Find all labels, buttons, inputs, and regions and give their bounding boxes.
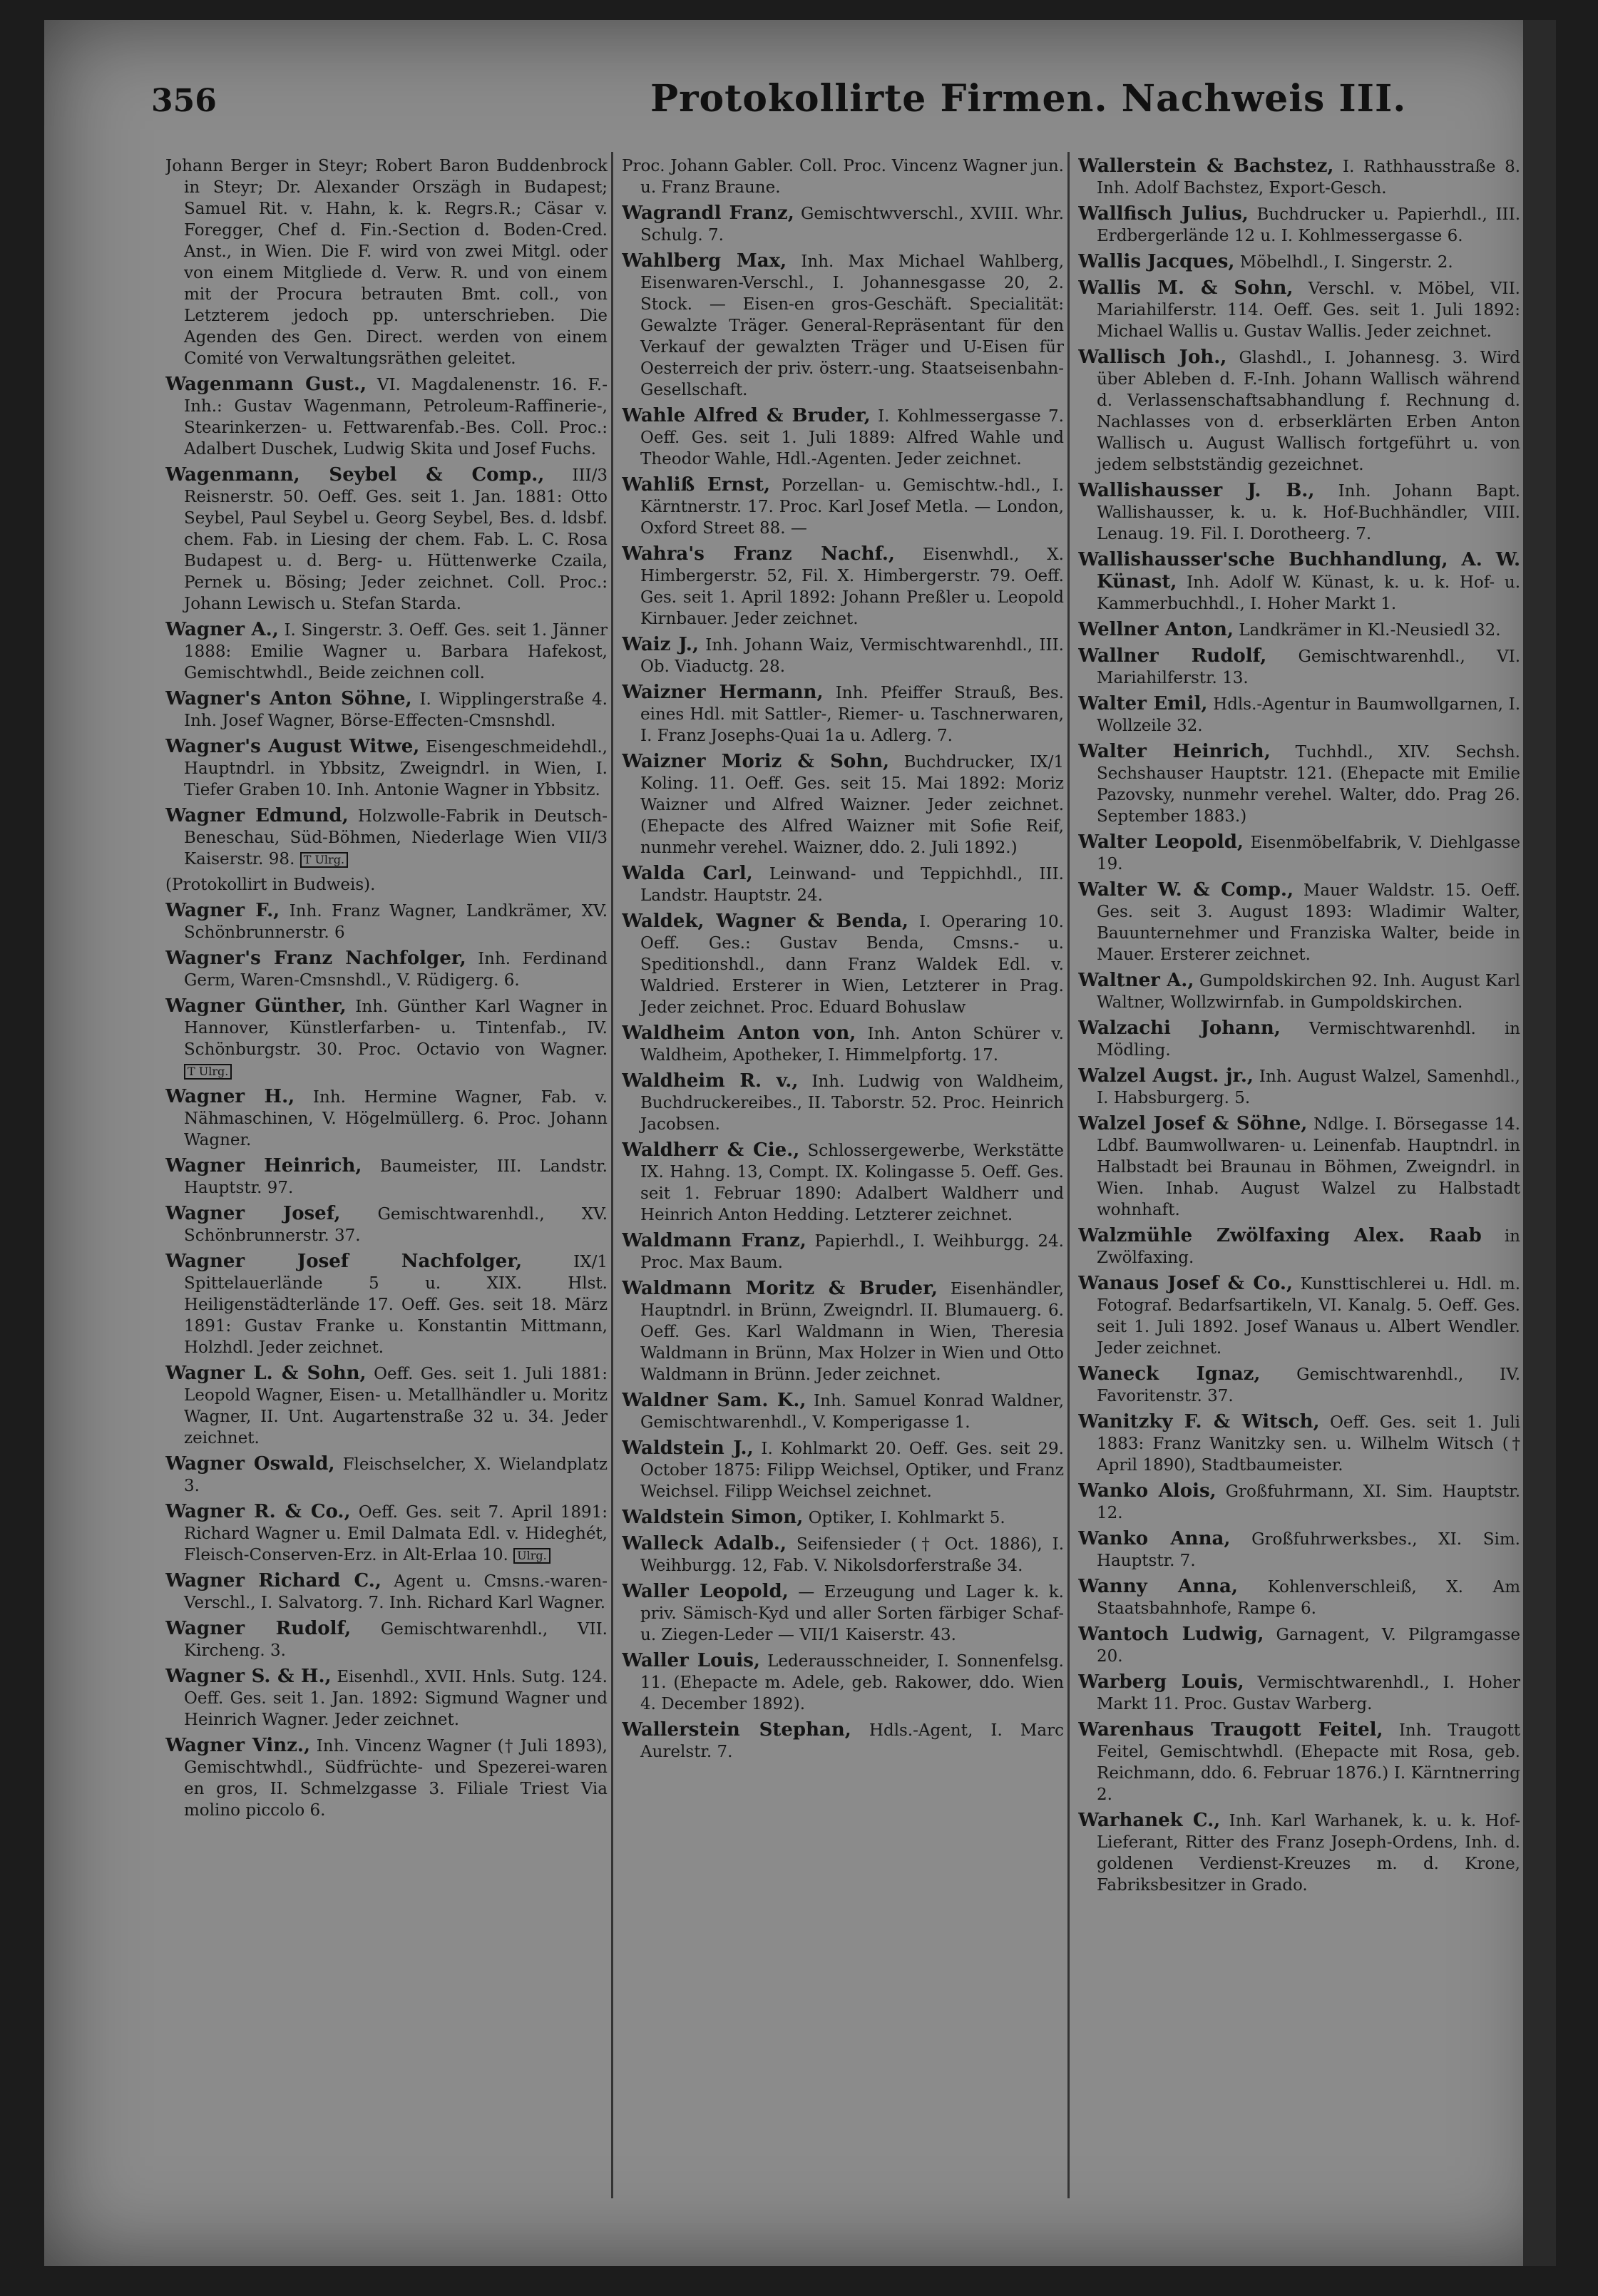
firm-name: Wagrandl Franz,: [622, 203, 794, 224]
firm-name: Wallis Jacques,: [1078, 251, 1235, 272]
directory-entry: [165, 805, 608, 870]
entry-text: Hdls.-Agent, I. Marc Aurelstr. 7.: [640, 1721, 1064, 1761]
firm-name: Wallisch Joh.,: [1078, 347, 1227, 368]
entry-text: Leinwand- und Teppichhdl., III. Landstr. Hauptstr. 24.: [640, 865, 1064, 905]
directory-entry: [165, 1570, 608, 1614]
directory-entry: [165, 1666, 608, 1731]
column-3: [1078, 155, 1520, 2209]
entry-text: Verschl. v. Möbel, VII. Mariahilferstr. 114. Oeff. Ges. seit 1. Juli 1892: Michael Wallis u. Gustav Wallis. Jeder zeichnet.: [1097, 280, 1520, 341]
directory-entry: [165, 155, 608, 369]
directory-entry: [165, 688, 608, 732]
registry-badge: T Ulrg.: [300, 852, 348, 868]
directory-entry: [165, 1453, 608, 1497]
directory-entry: [1078, 1363, 1520, 1407]
directory-entry: [165, 948, 608, 991]
directory-entry: [1078, 155, 1520, 199]
entry-text: Glashdl., I. Johannesg. 3. Wird über Ableben d. F.-Inh. Johann Wallisch während d. Verlassenschaftsabhandlung f. Rechnung d. Nachlasses von d. erbserklärten Erben Anton Wallisch u. August Wallisch fortgeführt u. von jedem selbstständig gezeichnet.: [1097, 349, 1520, 474]
directory-entry: [165, 1203, 608, 1246]
entry-text: Großfuhrmann, XI. Sim. Hauptstr. 12.: [1097, 1482, 1520, 1522]
entry-text: Johann Berger in Steyr; Robert Baron Buddenbrock in Steyr; Dr. Alexander Orszägh in Budapest; Samuel Rit. v. Hahn, k. k. Regrs.R.; Cäsar v. Foregger, Chef d. Fin.-Section d. Boden-Cred. Anst., in Wien. Die F. wird von zwei Mitgl. oder von einem Mitgliede d. Verw. R. und von einem mit der Procura betrauten Bmt. coll., von Letzterem jedoch pp. unterschrieben. Die Agenden des Gen. Direct. werden von einem Comité von Verwaltungsräthen geleitet.: [165, 157, 608, 368]
entry-text: Lederausschneider, I. Sonnenfelsg. 11. (Ehepacte m. Adele, geb. Rakower, ddo. Wien 4. December 1892).: [640, 1652, 1064, 1713]
directory-entry: [622, 911, 1064, 1018]
firm-name: Waldmann Moritz & Bruder,: [622, 1278, 938, 1299]
firm-name: Waldmann Franz,: [622, 1230, 806, 1251]
running-head: Protokollirte Firmen. Nachweis III.: [650, 77, 1407, 121]
directory-entry: [622, 1437, 1064, 1502]
firm-name: Wallner Rudolf,: [1078, 645, 1267, 667]
directory-entry: [165, 1251, 608, 1358]
firm-name: Wallis M. & Sohn,: [1078, 277, 1294, 299]
directory-entry: [1078, 831, 1520, 875]
entry-text: IX/1 Spittelauerlände 5 u. XIX. Hlst. Heiligenstädterlände 17. Oeff. Ges. seit 18. März 1891: Gustav Franke u. Konstantin Mittmann, Holzhdl. Jeder zeichnet.: [184, 1253, 608, 1357]
directory-entry: [1078, 203, 1520, 247]
directory-entry: [1078, 1719, 1520, 1805]
directory-entry: [622, 543, 1064, 630]
directory-entry: [1078, 1810, 1520, 1896]
directory-entry: [622, 155, 1064, 198]
directory-entry: [1078, 251, 1520, 273]
firm-name: Waldstein J.,: [622, 1437, 754, 1459]
firm-name: Walzachi Johann,: [1078, 1018, 1281, 1039]
entry-text: Oeff. Ges. seit 1. Juli 1881: Leopold Wagner, Eisen- u. Metallhändler u. Moritz Wagner, II. Unt. Augartenstraße 32 u. 34. Jeder zeichnet.: [184, 1365, 608, 1447]
column-divider: [611, 152, 613, 2198]
firm-name: Walter W. & Comp.,: [1078, 879, 1294, 901]
entry-text: Buchdrucker, IX/1 Koling. 11. Oeff. Ges. seit 15. Mai 1892: Moriz Waizner und Alfred Waizner. Jeder zeichnet. (Ehepacte des Alfred Waizner mit Sofie Reif, nunmehr verehel. Waizner, ddo. 2. Juli 1892.): [640, 753, 1064, 857]
directory-entry: [622, 1581, 1064, 1646]
entry-text: Gumpoldskirchen 92. Inh. August Karl Waltner, Wollzwirnfab. in Gumpoldskirchen.: [1097, 972, 1520, 1012]
entry-text: Inh. Franz Wagner, Landkrämer, XV. Schönbrunnerstr. 6: [184, 902, 608, 942]
firm-name: Waltner A.,: [1078, 970, 1194, 991]
entry-text: III/3 Reisnerstr. 50. Oeff. Ges. seit 1. Jan. 1881: Otto Seybel, Paul Seybel u. Georg Seybel, Bes. d. ldsbf. chem. Fab. in Liesing der chem. Fab. L. C. Rosa Budapest u. d. Berg- u. Hüttenwerke Czaila, Pernek u. Bösing; Jeder zeichnet. Coll. Proc.: Johann Lewisch u. Stefan Starda.: [184, 466, 608, 613]
firm-name: Wallfisch Julius,: [1078, 203, 1249, 225]
firm-name: Warenhaus Traugott Feitel,: [1078, 1719, 1383, 1741]
entry-text: — Erzeugung und Lager k. k. priv. Sämisch-Kyd und aller Sorten färbiger Schaf- u. Ziegen-Leder — VII/1 Kaiserstr. 43.: [640, 1583, 1064, 1644]
firm-name: Waller Louis,: [622, 1650, 760, 1671]
entry-text: Inh. Traugott Feitel, Gemischtwhdl. (Ehepacte mit Rosa, geb. Reichmann, ddo. 6. Februar 1876.) I. Kärntnerring 2.: [1097, 1721, 1520, 1804]
firm-name: Waizner Moriz & Sohn,: [622, 751, 890, 772]
firm-name: Wagner R. & Co.,: [165, 1501, 351, 1522]
directory-entry: [165, 619, 608, 684]
entry-text: Ndlge. I. Börsegasse 14. Ldbf. Baumwollwaren- u. Leinenfab. Hauptndrl. in Halbstadt bei Braunau in Böhmen, Zweigndrl. in Wien. Inhab. August Walzel zu Halbstadt wohnhaft.: [1097, 1115, 1520, 1219]
entry-text: Inh. Adolf W. Künast, k. u. k. Hof- u. Kammerbuchhdl., I. Hoher Markt 1.: [1097, 573, 1520, 613]
entry-text: Inh. Vincenz Wagner († Juli 1893), Gemischtwhdl., Südfrüchte- und Spezerei-waren en gros, II. Schmelzgasse 3. Filiale Triest Via molino piccolo 6.: [184, 1737, 608, 1820]
directory-entry: [622, 405, 1064, 470]
entry-text: Baumeister, III. Landstr. Hauptstr. 97.: [184, 1157, 608, 1197]
firm-name: Wahlberg Max,: [622, 250, 787, 272]
entry-text: I. Kohlmarkt 20. Oeff. Ges. seit 29. October 1875: Filipp Weichsel, Optiker, und Franz Weichsel. Filipp Weichsel zeichnet.: [640, 1440, 1064, 1501]
firm-name: Walzmühle Zwölfaxing Alex. Raab: [1078, 1225, 1482, 1246]
firm-name: Wallerstein Stephan,: [622, 1719, 851, 1741]
entry-text: Eisenmöbelfabrik, V. Diehlgasse 19.: [1097, 834, 1520, 873]
directory-entry: [165, 1155, 608, 1199]
directory-entry: [1078, 549, 1520, 615]
directory-entry: [622, 1650, 1064, 1715]
directory-entry: [165, 464, 608, 615]
directory-entry: [1078, 1065, 1520, 1109]
directory-entry: [165, 995, 608, 1082]
directory-entry: [1078, 645, 1520, 689]
firm-name: Wagner Oswald,: [165, 1453, 335, 1475]
firm-name: Wagner's Anton Söhne,: [165, 688, 412, 709]
entry-text: in Zwölfaxing.: [1097, 1227, 1520, 1267]
directory-entry: [622, 634, 1064, 677]
firm-name: Wagner Edmund,: [165, 805, 349, 826]
entry-text: VI. Magdalenenstr. 16. F.-Inh.: Gustav Wagenmann, Petroleum-Raffinerie-, Stearinkerzen- u. Fettwarenfab.-Bes. Coll. Proc.: Adalbert Duschek, Ludwig Skita und Josef Fuchs.: [184, 376, 608, 458]
entry-text: Vermischtwarenhdl., I. Hoher Markt 11. Proc. Gustav Warberg.: [1097, 1674, 1520, 1713]
directory-entry: [1078, 741, 1520, 827]
firm-name: Wallerstein & Bachstez,: [1078, 155, 1334, 177]
entry-text: Landkrämer in Kl.-Neusiedl 32.: [1239, 621, 1501, 640]
entry-text: Inh. Samuel Konrad Waldner, Gemischtwarenhdl., V. Komperigasse 1.: [640, 1392, 1064, 1432]
directory-entry: [622, 1278, 1064, 1385]
registry-badge: T Ulrg.: [184, 1064, 232, 1080]
entry-text: I. Kohlmessergasse 7. Oeff. Ges. seit 1. Juli 1889: Alfred Wahle und Theodor Wahle, Hdl.-Agenten. Jeder zeichnet.: [640, 407, 1064, 468]
entry-text: Möbelhdl., I. Singerstr. 2.: [1239, 253, 1453, 272]
directory-entry: [622, 1390, 1064, 1433]
entry-text: Inh. Max Michael Wahlberg, Eisenwaren-Verschl., I. Johannesgasse 20, 2. Stock. — Eisen-en gros-Geschäft. Specialität: Gewalzte Träger. General-Repräsentant für den Verkauf der gewalzten Träger und U-Eisen für Oesterreich der priv. österr.-ung. Staatseisenbahn-Gesellschaft.: [640, 252, 1064, 399]
firm-name: Wagner Vinz.,: [165, 1735, 310, 1756]
directory-entry: [1078, 347, 1520, 476]
directory-entry: [1078, 277, 1520, 342]
directory-entry: [1078, 1411, 1520, 1476]
entry-text: Porzellan- u. Gemischtw.-hdl., I. Kärntnerstr. 17. Proc. Karl Josef Metla. — London, Oxford Street 88. —: [640, 476, 1064, 538]
firm-name: Wagner H.,: [165, 1086, 295, 1107]
entry-text: Eisengeschmeidehdl., Hauptndrl. in Ybbsitz, Zweigndrl. in Wien, I. Tiefer Graben 10. Inh. Antonie Wagner in Ybbsitz.: [184, 738, 608, 799]
firm-name: Waiz J.,: [622, 634, 699, 655]
firm-name: Waller Leopold,: [622, 1581, 789, 1602]
directory-entry: [165, 736, 608, 801]
entry-text: Mauer Waldstr. 15. Oeff. Ges. seit 3. August 1893: Wladimir Walter, Bauunternehmer und Franziska Walter, beide in Mauer. Ersterer zeichnet.: [1097, 881, 1520, 964]
firm-name: Wagner Heinrich,: [165, 1155, 362, 1177]
entry-text: Buchdrucker u. Papierhdl., III. Erdbergerlände 12 u. I. Kohlmessergasse 6.: [1097, 205, 1520, 245]
directory-entry: [1078, 1528, 1520, 1572]
firm-name: Warberg Louis,: [1078, 1671, 1244, 1693]
column-divider: [1067, 152, 1070, 2198]
entry-text: Inh. Pfeiffer Strauß, Bes. eines Hdl. mit Sattler-, Riemer- u. Taschnerwaren, I. Franz Josephs-Quai 1a u. Adlerg. 7.: [640, 684, 1064, 745]
directory-entry: [1078, 1225, 1520, 1269]
entry-text: Oeff. Ges. seit 7. April 1891: Richard Wagner u. Emil Dalmata Edl. v. Hideghét, Fleisch-Conserven-Erz. in Alt-Erlaa 10.: [184, 1503, 608, 1564]
entry-text: Optiker, I. Kohlmarkt 5.: [808, 1509, 1005, 1527]
firm-name: Wanny Anna,: [1078, 1576, 1238, 1597]
directory-entry: [622, 203, 1064, 246]
directory-entry: [165, 374, 608, 460]
entry-text: Gemischtwarenhdl., XV. Schönbrunnerstr. 37.: [184, 1205, 608, 1245]
entry-text: I. Wipplingerstraße 4. Inh. Josef Wagner, Börse-Effecten-Cmsnshdl.: [184, 690, 608, 730]
directory-entry: [622, 1139, 1064, 1226]
directory-entry: [1078, 879, 1520, 965]
entry-text: I. Operaring 10. Oeff. Ges.: Gustav Benda, Cmsns.- u. Speditionshdl., dann Franz Waldek Edl. v. Waldried. Ersterer in Wien, Letzterer in Prag. Jeder zeichnet. Proc. Eduard Bohuslaw: [640, 913, 1064, 1017]
firm-name: Waldek, Wagner & Benda,: [622, 911, 908, 932]
directory-entry: [622, 1533, 1064, 1577]
directory-entry: [1078, 1113, 1520, 1221]
directory-entry: [622, 1507, 1064, 1529]
entry-text: Eisenhdl., XVII. Hnls. Sutg. 124. Oeff. Ges. seit 1. Jan. 1892: Sigmund Wagner und Heinrich Wagner. Jeder zeichnet.: [184, 1668, 608, 1729]
firm-name: Wanko Anna,: [1078, 1528, 1231, 1549]
entry-text: Gemischtwarenhdl., VII. Kircheng. 3.: [184, 1620, 608, 1660]
entry-text: Inh. Anton Schürer v. Waldheim, Apotheker, I. Himmelpfortg. 17.: [640, 1025, 1064, 1065]
firm-name: Wagner Josef Nachfolger,: [165, 1251, 523, 1272]
directory-entry: [1078, 1576, 1520, 1619]
directory-entry: [622, 682, 1064, 747]
entry-text: Tuchhdl., XIV. Sechsh. Sechshauser Hauptstr. 121. (Ehepacte mit Emilie Pazovsky, nunmehr verehel. Walter, ddo. Prag 26. September 1883.): [1097, 743, 1520, 826]
entry-text: Proc. Johann Gabler. Coll. Proc. Vincenz Wagner jun. u. Franz Braune.: [622, 157, 1064, 197]
firm-name: Wahra's Franz Nachf.,: [622, 543, 895, 565]
page-header: [151, 70, 1506, 134]
firm-name: Wantoch Ludwig,: [1078, 1624, 1264, 1645]
directory-entry: [1078, 970, 1520, 1013]
registry-badge: Ulrg.: [513, 1548, 550, 1564]
firm-name: Wallishausser J. B.,: [1078, 480, 1315, 501]
firm-name: Waldherr & Cie.,: [622, 1139, 800, 1161]
directory-entry: [622, 250, 1064, 401]
firm-name: Waneck Ignaz,: [1078, 1363, 1261, 1385]
directory-entry: [165, 900, 608, 943]
entry-text: I. Singerstr. 3. Oeff. Ges. seit 1. Jänner 1888: Emilie Wagner u. Barbara Hafekost, Gemischtwhdl., Beide zeichnen coll.: [184, 621, 608, 682]
entry-text: Inh. Johann Bapt. Wallishausser, k. u. k. Hof-Buchhändler, VIII. Lenaug. 19. Fil. I. Dorotheerg. 7.: [1097, 482, 1520, 543]
directory-page: [44, 20, 1556, 2266]
directory-entry: [622, 474, 1064, 539]
entry-text: Inh. Ferdinand Germ, Waren-Cmsnshdl., V. Rüdigerg. 6.: [184, 950, 608, 990]
directory-entry: [165, 1363, 608, 1449]
directory-entry: [1078, 1273, 1520, 1359]
firm-name: Wagner Richard C.,: [165, 1570, 381, 1592]
directory-entry: [165, 1501, 608, 1566]
firm-name: Walzel Augst. jr.,: [1078, 1065, 1254, 1087]
firm-name: Wagner L. & Sohn,: [165, 1363, 367, 1384]
directory-entry: [1078, 1018, 1520, 1061]
entry-text: Inh. Hermine Wagner, Fab. v. Nähmaschinen, V. Högelmüllerg. 6. Proc. Johann Wagner.: [184, 1088, 608, 1149]
directory-entry: [622, 1719, 1064, 1763]
entry-text: Gemischtwarenhdl., VI. Mariahilferstr. 13.: [1097, 647, 1520, 687]
firm-name: Walter Heinrich,: [1078, 741, 1271, 762]
entry-text: Schlossergewerbe, Werkstätte IX. Hahng. 13, Compt. IX. Kolingasse 5. Oeff. Ges. seit 1. Februar 1890: Adalbert Waldherr und Heinrich Anton Hedding. Letzterer zeichnet.: [640, 1142, 1064, 1224]
firm-name: Wagner Günther,: [165, 995, 347, 1017]
firm-name: Walleck Adalb.,: [622, 1533, 787, 1554]
firm-name: Wallishausser'sche Buchhandlung, A. W. Künast,: [1078, 549, 1520, 593]
column-2: [622, 155, 1064, 2209]
entry-text: Inh. Karl Warhanek, k. u. k. Hof-Lieferant, Ritter des Franz Joseph-Ordens, Inh. d. goldenen Verdienst-Kreuzes m. d. Krone, Fabriksbesitzer in Grado.: [1097, 1812, 1520, 1895]
entry-text: (Protokollirt in Budweis).: [165, 876, 376, 894]
firm-name: Wagenmann Gust.,: [165, 374, 367, 395]
directory-entry: [622, 1230, 1064, 1273]
directory-entry: [1078, 619, 1520, 641]
directory-entry: [622, 1070, 1064, 1135]
directory-entry: [1078, 480, 1520, 545]
firm-name: Wanaus Josef & Co.,: [1078, 1273, 1293, 1294]
entry-text: Gemischtwarenhdl., IV. Favoritenstr. 37.: [1097, 1365, 1520, 1405]
entry-text: Eisenwhdl., X. Himbergerstr. 52, Fil. X. Himbergerstr. 79. Oeff. Ges. seit 1. April 1892: Johann Preßler u. Leopold Kirnbauer. Jeder zeichnet.: [640, 545, 1064, 628]
entry-text: Papierhdl., I. Weihburgg. 24. Proc. Max Baum.: [640, 1232, 1064, 1272]
directory-entry: [1078, 1624, 1520, 1667]
directory-entry: [165, 1086, 608, 1151]
firm-name: Walter Emil,: [1078, 693, 1208, 714]
firm-name: Walter Leopold,: [1078, 831, 1244, 853]
entry-text: Inh. Ludwig von Waldheim, Buchdruckereibes., II. Taborstr. 52. Proc. Heinrich Jacobsen.: [640, 1072, 1064, 1134]
entry-text: Oeff. Ges. seit 1. Juli 1883: Franz Wanitzky sen. u. Wilhelm Witsch († April 1890), Stadtbaumeister.: [1097, 1413, 1520, 1475]
directory-entry: [165, 1618, 608, 1661]
firm-name: Wagner A.,: [165, 619, 279, 640]
page-number: 356: [151, 83, 217, 119]
entry-text: Hdls.-Agentur in Baumwollgarnen, I. Wollzeile 32.: [1097, 695, 1520, 735]
firm-name: Walda Carl,: [622, 863, 753, 884]
directory-entry: [622, 1023, 1064, 1066]
firm-name: Waldheim R. v.,: [622, 1070, 799, 1092]
directory-entry: [1078, 1480, 1520, 1524]
entry-text: Kunsttischlerei u. Hdl. m. Fotograf. Bedarfsartikeln, VI. Kanalg. 5. Oeff. Ges. seit 1. Juli 1892. Josef Wanaus u. Albert Wendler. Jeder zeichnet.: [1097, 1275, 1520, 1358]
entry-text: Inh. Johann Waiz, Vermischtwarenhdl., III. Ob. Viaductg. 28.: [640, 636, 1064, 676]
firm-name: Wagner Josef,: [165, 1203, 341, 1224]
book-binding-edge: [1523, 20, 1556, 2266]
firm-name: Wanitzky F. & Witsch,: [1078, 1411, 1320, 1433]
entry-text: Kohlenverschleiß, X. Am Staatsbahnhofe, Rampe 6.: [1097, 1578, 1520, 1618]
column-1: [165, 155, 608, 2209]
entry-text: Gemischtwverschl., XVIII. Whr. Schulg. 7.: [640, 205, 1064, 245]
firm-name: Wellner Anton,: [1078, 619, 1234, 640]
firm-name: Waldheim Anton von,: [622, 1023, 856, 1044]
firm-name: Wahle Alfred & Bruder,: [622, 405, 871, 426]
entry-text: Garnagent, V. Pilgramgasse 20.: [1097, 1626, 1520, 1666]
firm-name: Waizner Hermann,: [622, 682, 824, 703]
firm-name: Wagner's August Witwe,: [165, 736, 420, 757]
entry-text: Großfuhrwerksbes., XI. Sim. Hauptstr. 7.: [1097, 1530, 1520, 1570]
firm-name: Wagner F.,: [165, 900, 280, 921]
entry-text: Vermischtwarenhdl. in Mödling.: [1097, 1020, 1520, 1060]
directory-entry: [165, 874, 608, 896]
entry-text: I. Rathhausstraße 8. Inh. Adolf Bachstez, Export-Gesch.: [1097, 158, 1520, 198]
firm-name: Warhanek C.,: [1078, 1810, 1221, 1831]
firm-name: Wagenmann, Seybel & Comp.,: [165, 464, 545, 486]
entry-text: Seifensieder († Oct. 1886), I. Weihburgg. 12, Fab. V. Nikolsdorferstraße 34.: [640, 1535, 1064, 1575]
directory-entry: [1078, 693, 1520, 737]
firm-name: Waldstein Simon,: [622, 1507, 804, 1528]
entry-text: Fleischselcher, X. Wielandplatz 3.: [184, 1455, 608, 1495]
firm-name: Wagner S. & H.,: [165, 1666, 332, 1687]
firm-name: Waldner Sam. K.,: [622, 1390, 806, 1411]
directory-entry: [165, 1735, 608, 1821]
firm-name: Wagner's Franz Nachfolger,: [165, 948, 466, 969]
entry-text: Eisenhändler, Hauptndrl. in Brünn, Zweigndrl. II. Blumauerg. 6. Oeff. Ges. Karl Waldmann in Wien, Theresia Waldmann in Brünn, Max Holzer in Wien und Otto Waldmann in Brünn. Jeder zeichnet.: [640, 1280, 1064, 1384]
firm-name: Wagner Rudolf,: [165, 1618, 352, 1639]
entry-text: Inh. August Walzel, Samenhdl., I. Habsburgerg. 5.: [1097, 1067, 1520, 1107]
entry-text: Inh. Günther Karl Wagner in Hannover, Künstlerfarben- u. Tintenfab., IV. Schönburgstr. 30. Proc. Octavio von Wagner.: [184, 998, 608, 1059]
directory-entry: [622, 751, 1064, 859]
firm-name: Wanko Alois,: [1078, 1480, 1217, 1502]
firm-name: Walzel Josef & Söhne,: [1078, 1113, 1308, 1134]
directory-entry: [1078, 1671, 1520, 1715]
entry-text: Holzwolle-Fabrik in Deutsch-Beneschau, Süd-Böhmen, Niederlage Wien VII/3 Kaiserstr. 98.: [184, 807, 608, 868]
firm-name: Wahliß Ernst,: [622, 474, 771, 496]
entry-text: Agent u. Cmsns.-waren-Verschl., I. Salvatorg. 7. Inh. Richard Karl Wagner.: [184, 1572, 608, 1612]
directory-entry: [622, 863, 1064, 906]
